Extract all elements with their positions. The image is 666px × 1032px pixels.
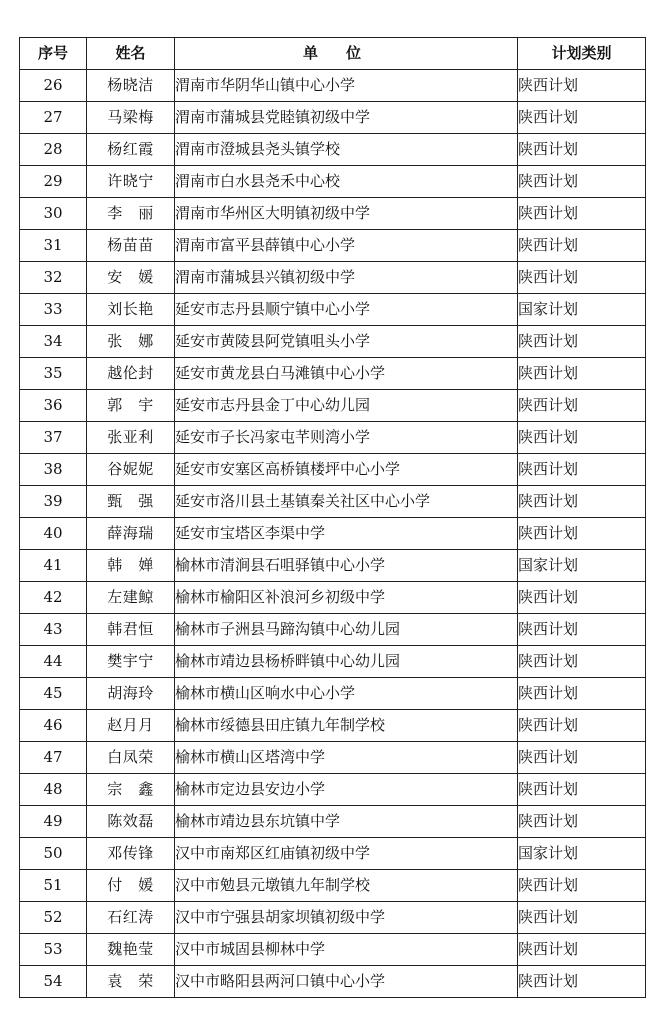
table-row — [20, 838, 646, 870]
row-name-cell: 杨苗苗 — [87, 230, 175, 262]
row-unit-cell: 榆林市定边县安边小学 — [175, 774, 518, 806]
table-row — [20, 582, 646, 614]
row-plan-type-cell: 陕西计划 — [518, 774, 646, 806]
table-row — [20, 902, 646, 934]
row-number-cell: 39 — [20, 486, 87, 518]
row-plan-type-cell: 国家计划 — [518, 550, 646, 582]
row-number-cell: 45 — [20, 678, 87, 710]
row-number-cell: 37 — [20, 422, 87, 454]
row-name-cell: 甄 强 — [87, 486, 175, 518]
row-plan-type-cell: 陕西计划 — [518, 678, 646, 710]
row-number-cell: 40 — [20, 518, 87, 550]
table-row — [20, 294, 646, 326]
table-row — [20, 486, 646, 518]
row-plan-type-cell: 陕西计划 — [518, 230, 646, 262]
row-name-cell: 安 媛 — [87, 262, 175, 294]
row-plan-type-cell: 陕西计划 — [518, 102, 646, 134]
row-name-cell: 宗 鑫 — [87, 774, 175, 806]
row-name-cell: 薛海瑞 — [87, 518, 175, 550]
row-unit-cell: 榆林市横山区塔湾中学 — [175, 742, 518, 774]
row-plan-type-cell: 陕西计划 — [518, 806, 646, 838]
row-number-cell: 33 — [20, 294, 87, 326]
row-plan-type-cell: 陕西计划 — [518, 262, 646, 294]
row-plan-type-cell: 陕西计划 — [518, 710, 646, 742]
table-row — [20, 614, 646, 646]
row-number-cell: 46 — [20, 710, 87, 742]
row-unit-cell: 汉中市宁强县胡家坝镇初级中学 — [175, 902, 518, 934]
table-row — [20, 230, 646, 262]
table-row — [20, 326, 646, 358]
row-plan-type-cell: 陕西计划 — [518, 70, 646, 102]
row-number-cell: 30 — [20, 198, 87, 230]
row-number-cell: 42 — [20, 582, 87, 614]
row-plan-type-cell: 陕西计划 — [518, 166, 646, 198]
table-row — [20, 102, 646, 134]
row-plan-type-cell: 陕西计划 — [518, 614, 646, 646]
row-name-cell: 杨红霞 — [87, 134, 175, 166]
row-unit-cell: 榆林市横山区响水中心小学 — [175, 678, 518, 710]
header-name: 姓名 — [87, 38, 175, 70]
row-name-cell: 张 娜 — [87, 326, 175, 358]
row-number-cell: 41 — [20, 550, 87, 582]
row-plan-type-cell: 陕西计划 — [518, 358, 646, 390]
row-plan-type-cell: 陕西计划 — [518, 646, 646, 678]
row-number-cell: 31 — [20, 230, 87, 262]
row-unit-cell: 渭南市富平县薛镇中心小学 — [175, 230, 518, 262]
row-name-cell: 石红涛 — [87, 902, 175, 934]
row-name-cell: 郭 宇 — [87, 390, 175, 422]
row-unit-cell: 延安市志丹县金丁中心幼儿园 — [175, 390, 518, 422]
row-name-cell: 张亚利 — [87, 422, 175, 454]
row-number-cell: 47 — [20, 742, 87, 774]
row-number-cell: 32 — [20, 262, 87, 294]
row-unit-cell: 渭南市华州区大明镇初级中学 — [175, 198, 518, 230]
row-number-cell: 28 — [20, 134, 87, 166]
row-number-cell: 44 — [20, 646, 87, 678]
row-name-cell: 许晓宁 — [87, 166, 175, 198]
row-name-cell: 白凤荣 — [87, 742, 175, 774]
row-unit-cell: 汉中市略阳县两河口镇中心小学 — [175, 966, 518, 998]
row-number-cell: 34 — [20, 326, 87, 358]
row-name-cell: 袁 荣 — [87, 966, 175, 998]
row-name-cell: 左建鲸 — [87, 582, 175, 614]
row-plan-type-cell: 陕西计划 — [518, 934, 646, 966]
row-plan-type-cell: 陕西计划 — [518, 870, 646, 902]
row-name-cell: 赵月月 — [87, 710, 175, 742]
row-unit-cell: 延安市安塞区高桥镇楼坪中心小学 — [175, 454, 518, 486]
row-name-cell: 胡海玲 — [87, 678, 175, 710]
row-number-cell: 51 — [20, 870, 87, 902]
row-name-cell: 魏艳莹 — [87, 934, 175, 966]
table-row — [20, 934, 646, 966]
row-unit-cell: 榆林市绥德县田庄镇九年制学校 — [175, 710, 518, 742]
row-unit-cell: 渭南市蒲城县党睦镇初级中学 — [175, 102, 518, 134]
roster-table — [19, 37, 646, 998]
row-unit-cell: 延安市子长冯家屯芊则湾小学 — [175, 422, 518, 454]
row-unit-cell: 汉中市勉县元墩镇九年制学校 — [175, 870, 518, 902]
table-row — [20, 678, 646, 710]
row-plan-type-cell: 国家计划 — [518, 838, 646, 870]
table-row — [20, 134, 646, 166]
row-unit-cell: 延安市志丹县顺宁镇中心小学 — [175, 294, 518, 326]
table-row — [20, 710, 646, 742]
row-unit-cell: 榆林市榆阳区补浪河乡初级中学 — [175, 582, 518, 614]
header-unit: 单位 — [175, 38, 518, 70]
row-name-cell: 马梁梅 — [87, 102, 175, 134]
row-number-cell: 50 — [20, 838, 87, 870]
row-unit-cell: 延安市黄陵县阿党镇咀头小学 — [175, 326, 518, 358]
header-row — [20, 38, 646, 70]
table-row — [20, 870, 646, 902]
row-name-cell: 谷妮妮 — [87, 454, 175, 486]
row-unit-cell: 渭南市蒲城县兴镇初级中学 — [175, 262, 518, 294]
row-plan-type-cell: 陕西计划 — [518, 582, 646, 614]
row-plan-type-cell: 陕西计划 — [518, 966, 646, 998]
row-plan-type-cell: 陕西计划 — [518, 902, 646, 934]
table-row — [20, 198, 646, 230]
table-row — [20, 422, 646, 454]
row-unit-cell: 汉中市城固县柳林中学 — [175, 934, 518, 966]
row-unit-cell: 渭南市澄城县尧头镇学校 — [175, 134, 518, 166]
row-number-cell: 52 — [20, 902, 87, 934]
row-unit-cell: 延安市宝塔区李渠中学 — [175, 518, 518, 550]
row-number-cell: 36 — [20, 390, 87, 422]
row-name-cell: 樊宇宁 — [87, 646, 175, 678]
row-unit-cell: 渭南市白水县尧禾中心校 — [175, 166, 518, 198]
row-number-cell: 43 — [20, 614, 87, 646]
table-row — [20, 646, 646, 678]
row-number-cell: 49 — [20, 806, 87, 838]
row-number-cell: 48 — [20, 774, 87, 806]
header-plan-type: 计划类别 — [518, 38, 646, 70]
header-number: 序号 — [20, 38, 87, 70]
table-row — [20, 358, 646, 390]
table-row — [20, 550, 646, 582]
row-number-cell: 27 — [20, 102, 87, 134]
row-plan-type-cell: 陕西计划 — [518, 134, 646, 166]
row-unit-cell: 渭南市华阴华山镇中心小学 — [175, 70, 518, 102]
row-unit-cell: 榆林市子洲县马蹄沟镇中心幼儿园 — [175, 614, 518, 646]
row-unit-cell: 榆林市靖边县杨桥畔镇中心幼儿园 — [175, 646, 518, 678]
row-plan-type-cell: 陕西计划 — [518, 742, 646, 774]
table-row — [20, 262, 646, 294]
table-row — [20, 166, 646, 198]
row-name-cell: 陈效磊 — [87, 806, 175, 838]
table-row — [20, 806, 646, 838]
row-name-cell: 越伦封 — [87, 358, 175, 390]
row-plan-type-cell: 国家计划 — [518, 294, 646, 326]
row-plan-type-cell: 陕西计划 — [518, 390, 646, 422]
row-number-cell: 54 — [20, 966, 87, 998]
row-plan-type-cell: 陕西计划 — [518, 486, 646, 518]
row-number-cell: 26 — [20, 70, 87, 102]
row-name-cell: 邓传锋 — [87, 838, 175, 870]
row-number-cell: 29 — [20, 166, 87, 198]
row-name-cell: 刘长艳 — [87, 294, 175, 326]
row-number-cell: 38 — [20, 454, 87, 486]
table-row — [20, 966, 646, 998]
row-name-cell: 李 丽 — [87, 198, 175, 230]
row-name-cell: 杨晓洁 — [87, 70, 175, 102]
table-row — [20, 70, 646, 102]
row-name-cell: 韩君恒 — [87, 614, 175, 646]
row-name-cell: 韩 婵 — [87, 550, 175, 582]
table-row — [20, 774, 646, 806]
row-plan-type-cell: 陕西计划 — [518, 326, 646, 358]
row-plan-type-cell: 陕西计划 — [518, 198, 646, 230]
row-name-cell: 付 媛 — [87, 870, 175, 902]
row-number-cell: 53 — [20, 934, 87, 966]
row-unit-cell: 延安市洛川县土基镇秦关社区中心小学 — [175, 486, 518, 518]
table-row — [20, 742, 646, 774]
table-row — [20, 454, 646, 486]
row-unit-cell: 汉中市南郑区红庙镇初级中学 — [175, 838, 518, 870]
row-unit-cell: 延安市黄龙县白马滩镇中心小学 — [175, 358, 518, 390]
table-row — [20, 390, 646, 422]
row-plan-type-cell: 陕西计划 — [518, 422, 646, 454]
row-number-cell: 35 — [20, 358, 87, 390]
row-unit-cell: 榆林市靖边县东坑镇中学 — [175, 806, 518, 838]
row-unit-cell: 榆林市清涧县石咀驿镇中心小学 — [175, 550, 518, 582]
row-plan-type-cell: 陕西计划 — [518, 518, 646, 550]
table-row — [20, 518, 646, 550]
row-plan-type-cell: 陕西计划 — [518, 454, 646, 486]
